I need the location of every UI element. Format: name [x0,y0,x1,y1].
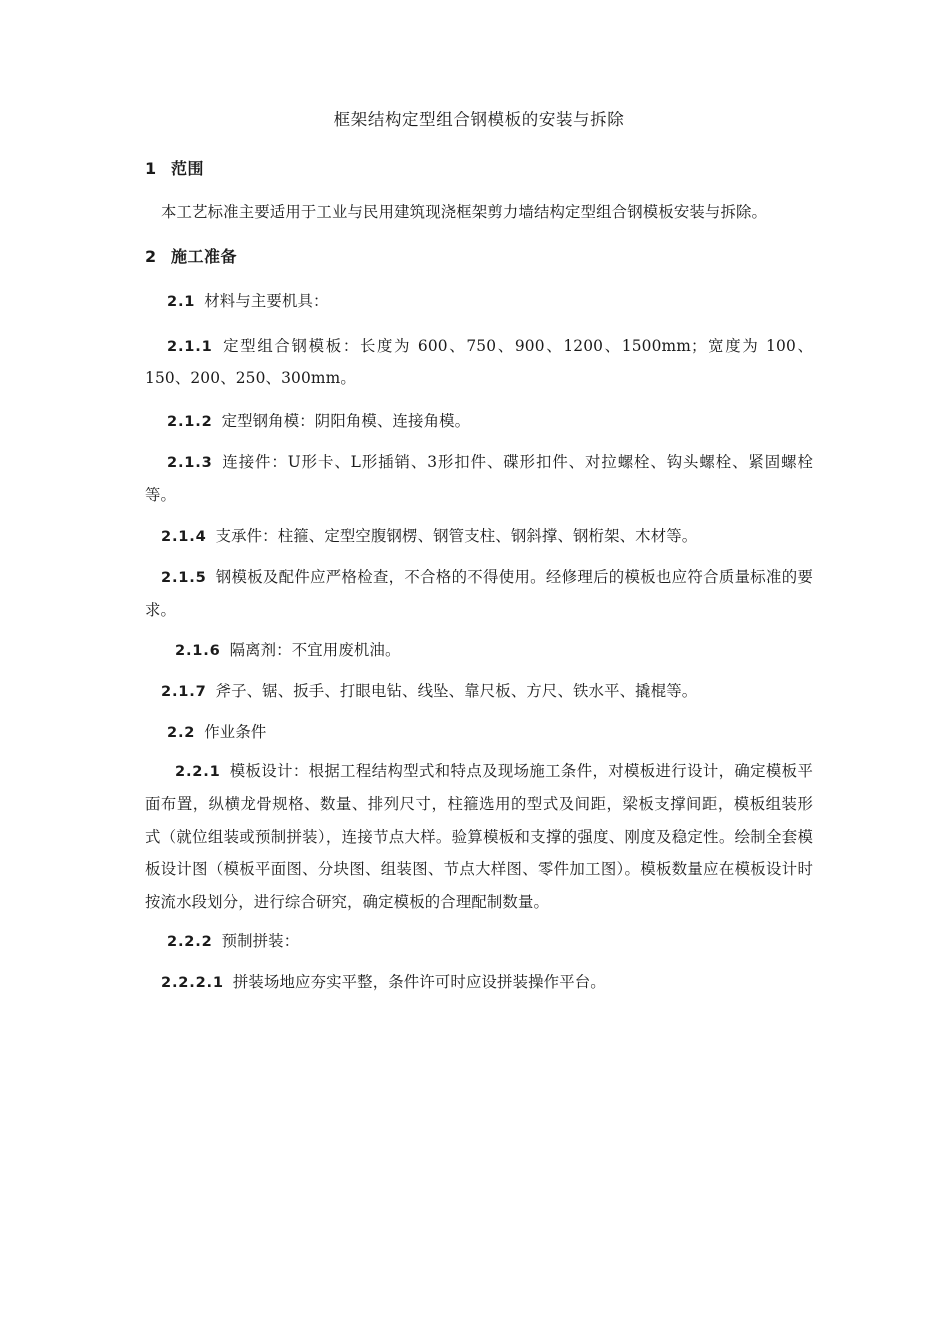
item-text-2-1-3: 连接件：U形卡、L形插销、3形扣件、碟形扣件、对拉螺栓、钩头螺栓、紧固螺栓等。 [145,453,813,504]
item-2-1-1 [145,324,813,402]
item-text-2-1: 材料与主要机具： [204,291,329,310]
page-title: 框架结构定型组合钢模板的安装与拆除 [333,110,625,129]
item-2-2-1 [145,753,813,921]
item-2-2-2-1 [145,962,813,1003]
item-2-1-6 [145,630,813,671]
item-text-2-1-7: 斧子、锯、扳手、打眼电钻、线坠、靠尺板、方尺、铁水平、撬棍等。 [215,682,698,701]
section-title-2: 施工准备 [171,247,238,266]
item-number-2-1-4: 2.1.4 [161,527,207,545]
item-text-2-2-2: 预制拼装： [221,931,300,950]
section-body-1 [145,190,813,235]
item-number-2-2-1: 2.2.1 [175,763,221,780]
item-2-1-4 [145,516,813,557]
item-number-2-1-3: 2.1.3 [167,454,213,472]
item-number-2-2-2-1: 2.2.2.1 [161,973,224,991]
item-number-2-1-6: 2.1.6 [175,642,221,660]
item-2-1 [145,279,813,324]
item-number-2-1-2: 2.1.2 [167,413,213,431]
item-number-2-2-2: 2.2.2 [167,932,213,950]
item-2-1-7 [145,671,813,712]
section-body-1-text: 本工艺标准主要适用于工业与民用建筑现浇框架剪力墙结构定型组合钢模板安装与拆除。 [161,203,768,222]
item-number-2-1-5: 2.1.5 [161,568,207,586]
item-2-1-2 [145,401,813,442]
item-number-2-1-1: 2.1.1 [167,337,213,355]
item-2-2-2 [145,921,813,962]
item-text-2-2: 作业条件 [204,723,267,742]
item-number-2-1: 2.1 [167,292,196,310]
item-text-2-1-1: 定型组合钢模板：长度为 600、750、900、1200、1500mm；宽度为 100、150、200、250、300mm。 [145,336,813,388]
section-heading-2 [145,235,813,279]
item-2-1-5 [145,557,813,631]
item-2-1-3 [145,442,813,516]
section-number-2: 2 [145,247,157,266]
item-text-2-1-4: 支承件：柱箍、定型空腹钢楞、钢管支柱、钢斜撑、钢桁架、木材等。 [215,526,698,545]
item-number-2-1-7: 2.1.7 [161,683,207,701]
item-number-2-2: 2.2 [167,724,196,742]
item-text-2-1-5: 钢模板及配件应严格检查，不合格的不得使用。经修理后的模板也应符合质量标准的要求。 [145,567,813,619]
item-text-2-2-2-1: 拼装场地应夯实平整，条件许可时应设拼装操作平台。 [232,972,606,991]
item-text-2-1-6: 隔离剂：不宜用废机油。 [229,641,401,660]
section-heading-1 [145,147,813,191]
item-2-2 [145,712,813,753]
document-content [145,108,813,1002]
item-text-2-1-2: 定型钢角模：阴阳角模、连接角模。 [221,412,471,431]
item-text-2-2-1: 模板设计：根据工程结构型式和特点及现场施工条件，对模板进行设计，确定模板平面布置，纵横龙骨规格、数量、排列尺寸，柱箍选用的型式及间距，梁板支撑间距，模板组装形式（就位组装或预制拼装），连接节点大样。验算模板和支撑的强度、刚度及稳定性。绘制全套模板设计图（模板平面图、分块图、组装图、节点大样图、零件加工图）。模板数量应在模板设计时按流水段划分，进行综合研究，确定模板的合理配制数量。 [145,762,813,911]
section-title-1: 范围 [171,158,205,178]
section-number-1: 1 [145,158,157,178]
